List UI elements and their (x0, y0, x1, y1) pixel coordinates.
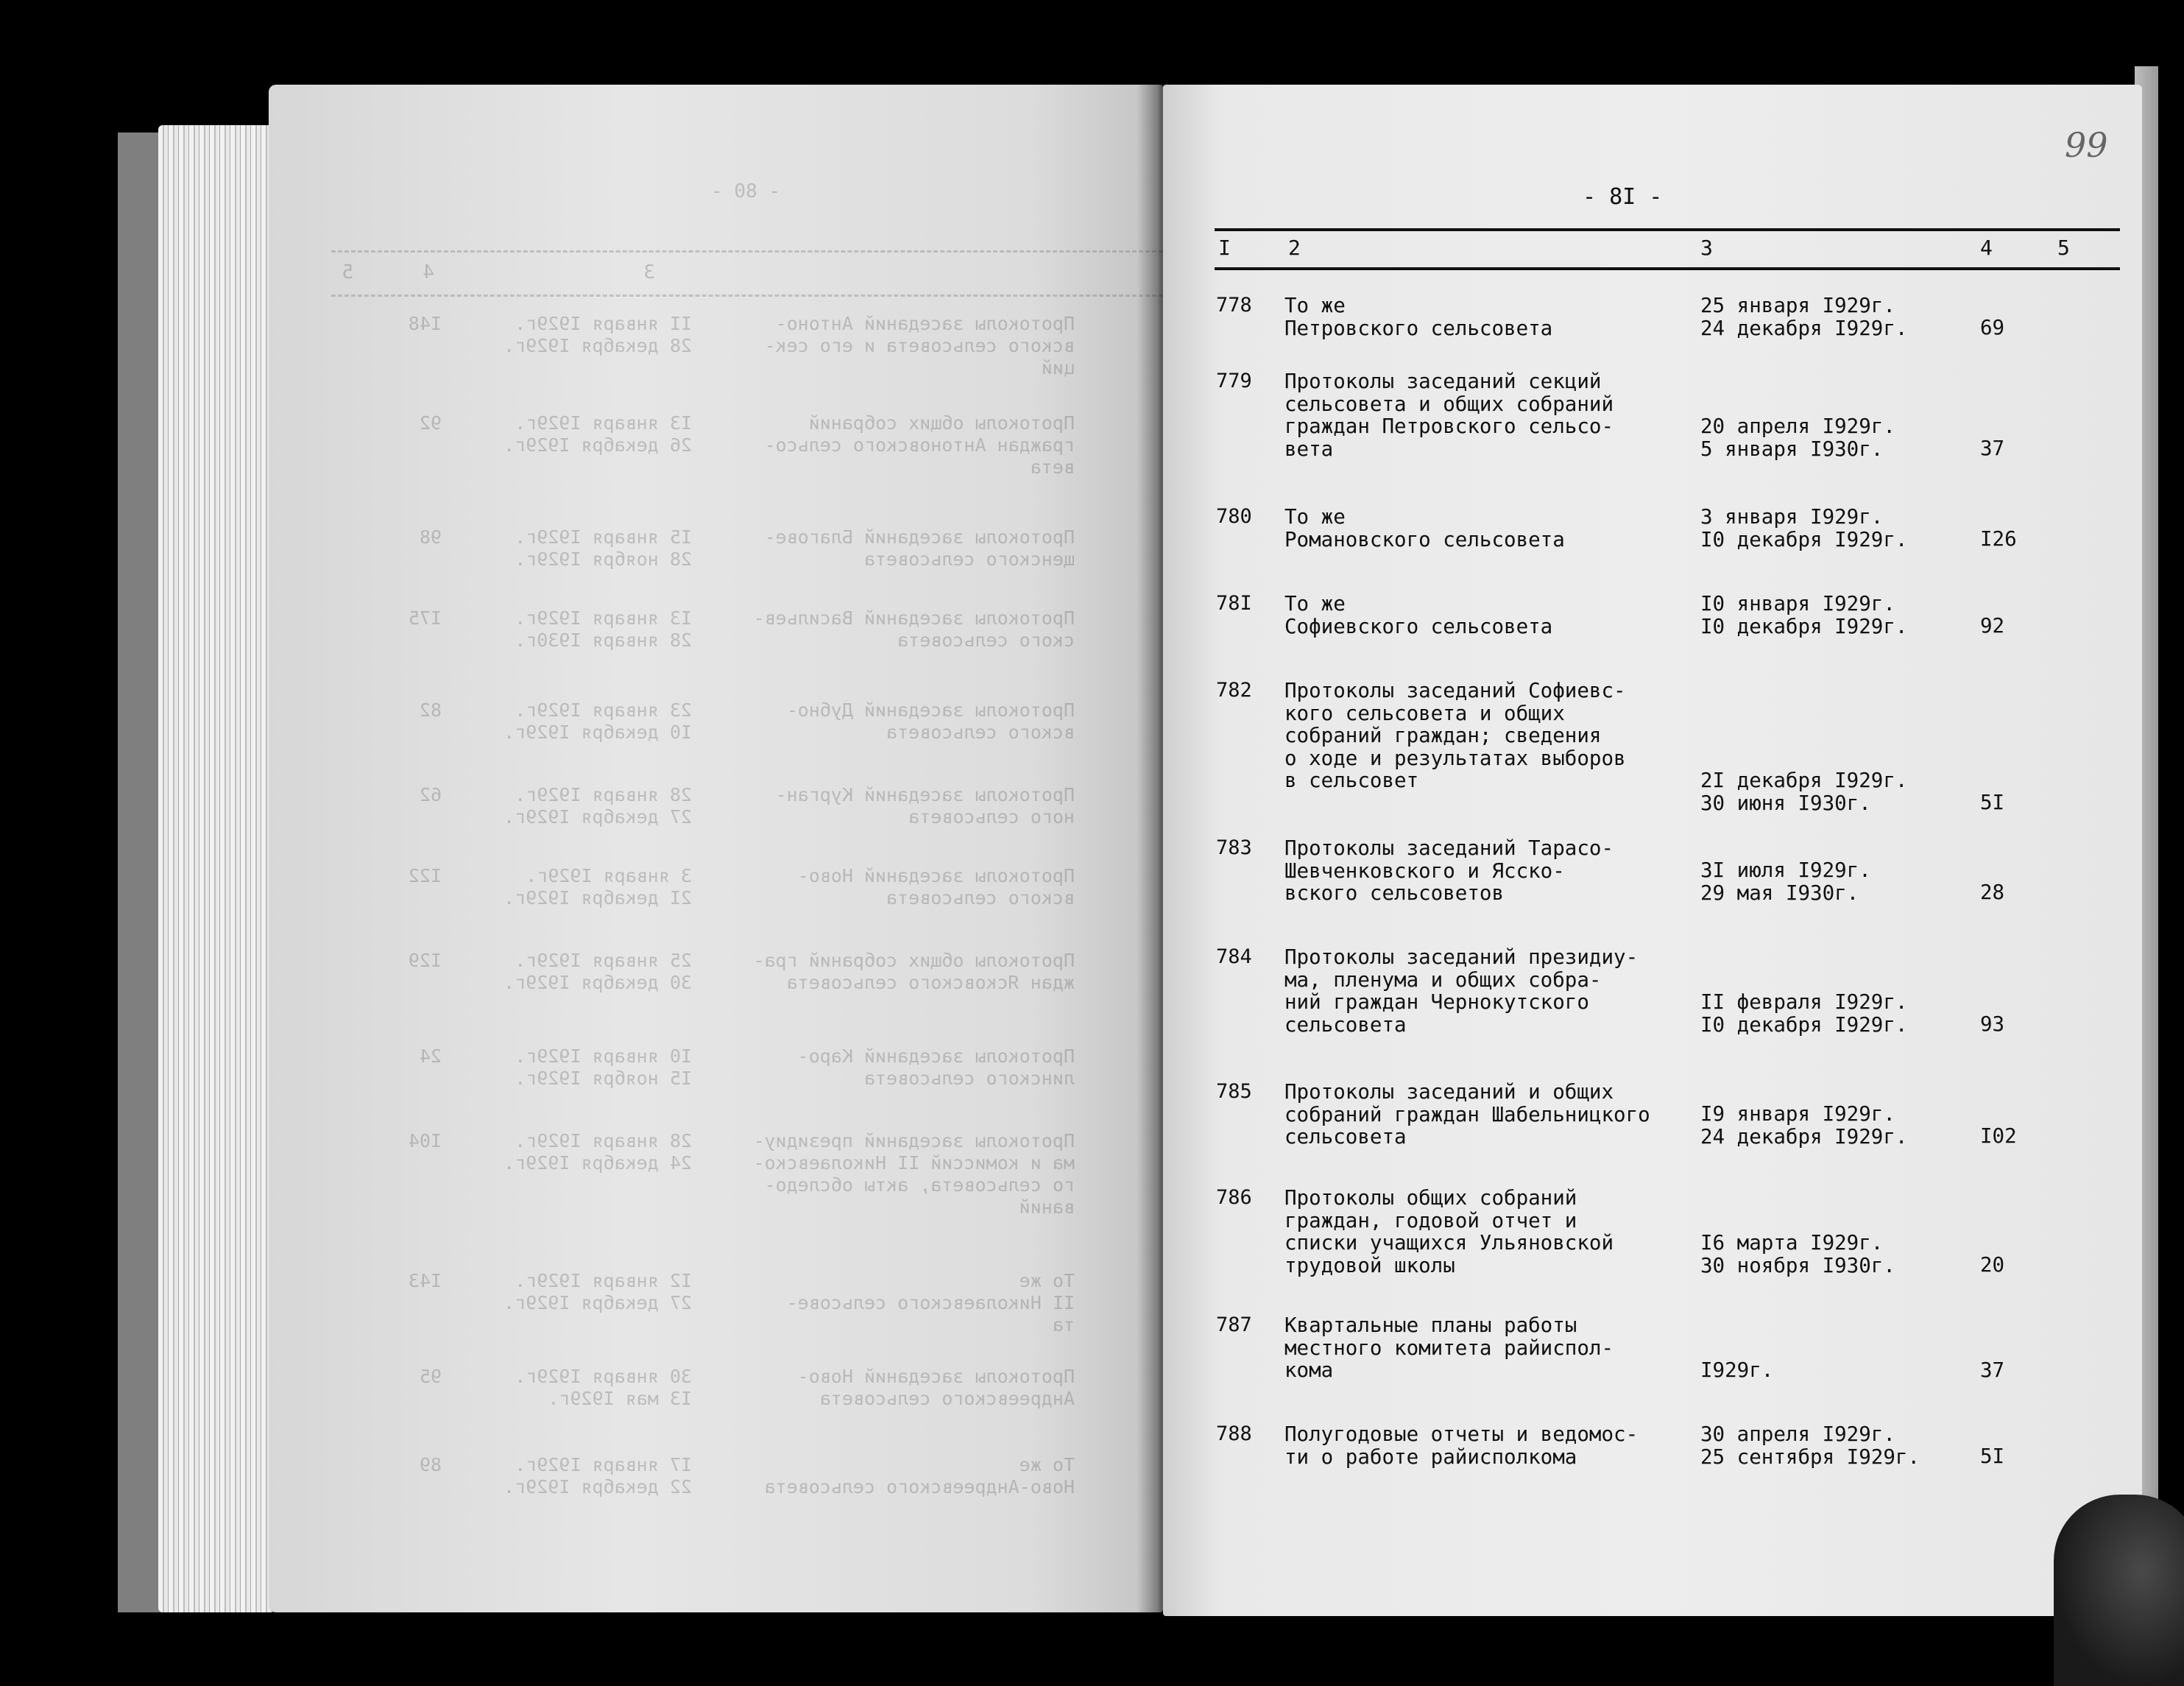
entry-number: 78I (1216, 592, 1252, 615)
entry-number: 785 (1216, 1080, 1252, 1103)
entry-sheet-count: 5I (1980, 1445, 2005, 1468)
left-entry-title: Протоколы заседаний Благове- щенского сельсовета (764, 526, 1075, 570)
entry-sheet-count: 37 (1980, 1358, 2005, 1382)
left-entry-sheet-count: 89 (419, 1454, 442, 1475)
left-entry-sheet-count: I04 (408, 1130, 442, 1151)
left-entry-dates: I0 января I929г. I5 ноября I929г. (515, 1045, 692, 1089)
entry-dates: 20 апреля I929г. 5 января I930г. (1700, 415, 1895, 461)
entry-number: 786 (1216, 1186, 1252, 1209)
left-entry-sheet-count: I48 (408, 313, 442, 334)
left-entry-dates: II января I929г. 28 декабря I929г. (503, 313, 692, 356)
left-page-bleed-text (269, 85, 1163, 1612)
left-col-header-4: 4 (423, 261, 434, 283)
handwritten-sheet-number: 99 (2065, 125, 2108, 165)
entry-title: Протоколы заседаний Тарасо- Шевченковского и Ясско- вского сельсоветов (1284, 836, 1614, 905)
entry-number: 788 (1216, 1422, 1252, 1445)
entry-sheet-count: 28 (1980, 881, 2005, 904)
entry-number: 782 (1216, 679, 1252, 702)
entry-sheet-count: I26 (1980, 527, 2017, 551)
entry-title: То же Романовского сельсовета (1284, 505, 1565, 551)
col-header-3: 3 (1700, 236, 1713, 260)
entry-title: Протоколы заседаний президиу- ма, пленума и общих собра- ний граждан Чернокутского сельсовета (1284, 945, 1639, 1037)
entry-title: Квартальные планы работы местного комитета райиспол- кома (1284, 1313, 1614, 1382)
left-entry-sheet-count: 98 (419, 526, 442, 548)
entry-dates: 3 января I929г. I0 декабря I929г. (1700, 505, 1908, 551)
col-header-1: I (1218, 236, 1231, 260)
left-entry-dates: 28 января I929г. 24 декабря I929г. (503, 1130, 692, 1174)
thumb-shadow (2054, 1495, 2184, 1686)
left-entry-dates: 23 января I929г. I0 декабря I929г. (503, 699, 692, 743)
book-cover-edge-left (118, 133, 162, 1612)
left-entry-sheet-count: I29 (408, 950, 442, 971)
entry-number: 779 (1216, 370, 1252, 392)
left-entry-dates: 28 января I929г. 27 декабря I929г. (503, 784, 692, 828)
entry-number: 787 (1216, 1313, 1252, 1336)
entry-dates: I6 марта I929г. 30 ноября I930г. (1700, 1231, 1895, 1277)
left-entry-dates: I3 января I929г. 28 января I930г. (515, 607, 692, 651)
entry-title: Протоколы общих собраний граждан, годовой отчет и списки учащихся Ульяновской трудовой школы (1284, 1186, 1614, 1277)
entry-dates: 3I июля I929г. 29 мая I930г. (1700, 858, 1871, 905)
right-page (1163, 85, 2142, 1616)
left-entry-dates: I3 января I929г. 26 декабря I929г. (503, 412, 692, 456)
left-entry-title: Протоколы общих собраний граждан Антоновского сельсо- вета (764, 412, 1075, 478)
entry-title: То же Софиевского сельсовета (1284, 592, 1553, 638)
entry-number: 784 (1216, 945, 1252, 968)
entry-sheet-count: 69 (1980, 316, 2005, 339)
left-entry-sheet-count: 82 (419, 699, 442, 721)
left-entry-dates: I5 января I929г. 28 ноября I929г. (515, 526, 692, 570)
left-page (269, 85, 1163, 1612)
entry-dates: I0 января I929г. I0 декабря I929г. (1700, 592, 1908, 638)
page-number: - 8I - (1583, 184, 1663, 210)
entry-title: Полугодовые отчеты и ведомос- ти о работе райисполкома (1284, 1422, 1639, 1469)
left-entry-sheet-count: 95 (419, 1366, 442, 1387)
entry-sheet-count: 20 (1980, 1253, 2005, 1277)
entry-sheet-count: I02 (1980, 1124, 2017, 1148)
entry-sheet-count: 92 (1980, 614, 2005, 638)
entry-title: То же Петровского сельсовета (1284, 294, 1553, 340)
left-entry-title: Протоколы заседаний Васильев- ского сельсовета (753, 607, 1075, 651)
col-header-2: 2 (1288, 236, 1301, 260)
left-entry-title: Протоколы заседаний Антоно- вского сельсовета и его сек- ций (764, 313, 1075, 378)
entry-title: Протоколы заседаний и общих собраний граждан Шабельницкого сельсовета (1284, 1080, 1650, 1149)
page-stack (158, 125, 272, 1612)
entry-number: 783 (1216, 836, 1252, 859)
left-entry-sheet-count: 24 (419, 1045, 442, 1067)
left-entry-dates: I7 января I929г. 22 декабря I929г. (503, 1454, 692, 1498)
entry-dates: 25 января I929г. 24 декабря I929г. (1700, 294, 1908, 340)
left-header-rule (331, 250, 1163, 253)
left-entry-title: Протоколы заседаний президиу- ма и комиссий II Николаевско- го сельсовета, акты обследо- ваний (753, 1130, 1075, 1218)
left-entry-dates: 3 января I929г. 2I декабря I929г. (503, 865, 692, 909)
entry-number: 778 (1216, 294, 1252, 317)
entry-sheet-count: 5I (1980, 791, 2005, 814)
left-entry-sheet-count: 62 (419, 784, 442, 805)
left-entry-title: Протоколы заседаний Курган- ного сельсовета (775, 784, 1075, 828)
left-entry-title: Протоколы заседаний Дубно- вского сельсовета (786, 699, 1075, 743)
entry-number: 780 (1216, 505, 1252, 528)
entry-dates: 2I декабря I929г. 30 июня I930г. (1700, 769, 1908, 815)
left-entry-dates: I2 января I929г. 27 декабря I929г. (503, 1270, 692, 1313)
left-entry-title: Протоколы заседаний Ново- Андреевского сельсовета (797, 1366, 1075, 1409)
entry-sheet-count: 37 (1980, 437, 2005, 460)
left-entry-dates: 25 января I929г. 30 декабря I929г. (503, 950, 692, 993)
left-entry-title: Протоколы общих собраний гра- ждан Ясковского сельсовета (753, 950, 1075, 993)
entry-sheet-count: 93 (1980, 1012, 2005, 1036)
entry-dates: I929г. (1700, 1358, 1774, 1382)
entry-dates: 30 апреля I929г. 25 сентября I929г. (1700, 1422, 1920, 1469)
left-entry-sheet-count: 92 (419, 412, 442, 434)
left-col-header-3: 3 (643, 261, 655, 283)
left-page-number: - 80 - (711, 180, 780, 202)
left-entry-dates: 30 января I929г. I3 мая I929г. (515, 1366, 692, 1409)
col-header-4: 4 (1980, 236, 1993, 260)
left-entry-sheet-count: I75 (408, 607, 442, 629)
entry-title: Протоколы заседаний Софиевс- кого сельсовета и общих собраний граждан; сведения о ходе и результатах выборов в сельсовет (1284, 679, 1626, 792)
left-entry-title: То же II Николаевского сельсове- та (786, 1270, 1075, 1336)
left-entry-title: То же Ново-Андреевского сельсовета (764, 1454, 1075, 1498)
entry-dates: I9 января I929г. 24 декабря I929г. (1700, 1102, 1908, 1149)
left-entry-title: Протоколы заседаний Ново- вского сельсовета (797, 865, 1075, 909)
inventory-entries (1163, 85, 2142, 1616)
left-entry-title: Протоколы заседаний Каро- линского сельсовета (797, 1045, 1075, 1089)
left-entry-sheet-count: I43 (408, 1270, 442, 1291)
col-header-5: 5 (2057, 236, 2070, 260)
entry-dates: II февраля I929г. I0 декабря I929г. (1700, 990, 1908, 1037)
left-entry-sheet-count: I22 (408, 865, 442, 886)
entry-title: Протоколы заседаний секций сельсовета и общих собраний граждан Петровского сельсо- вета (1284, 370, 1614, 461)
left-col-header-5: 5 (342, 261, 353, 283)
left-header-rule (331, 294, 1163, 297)
